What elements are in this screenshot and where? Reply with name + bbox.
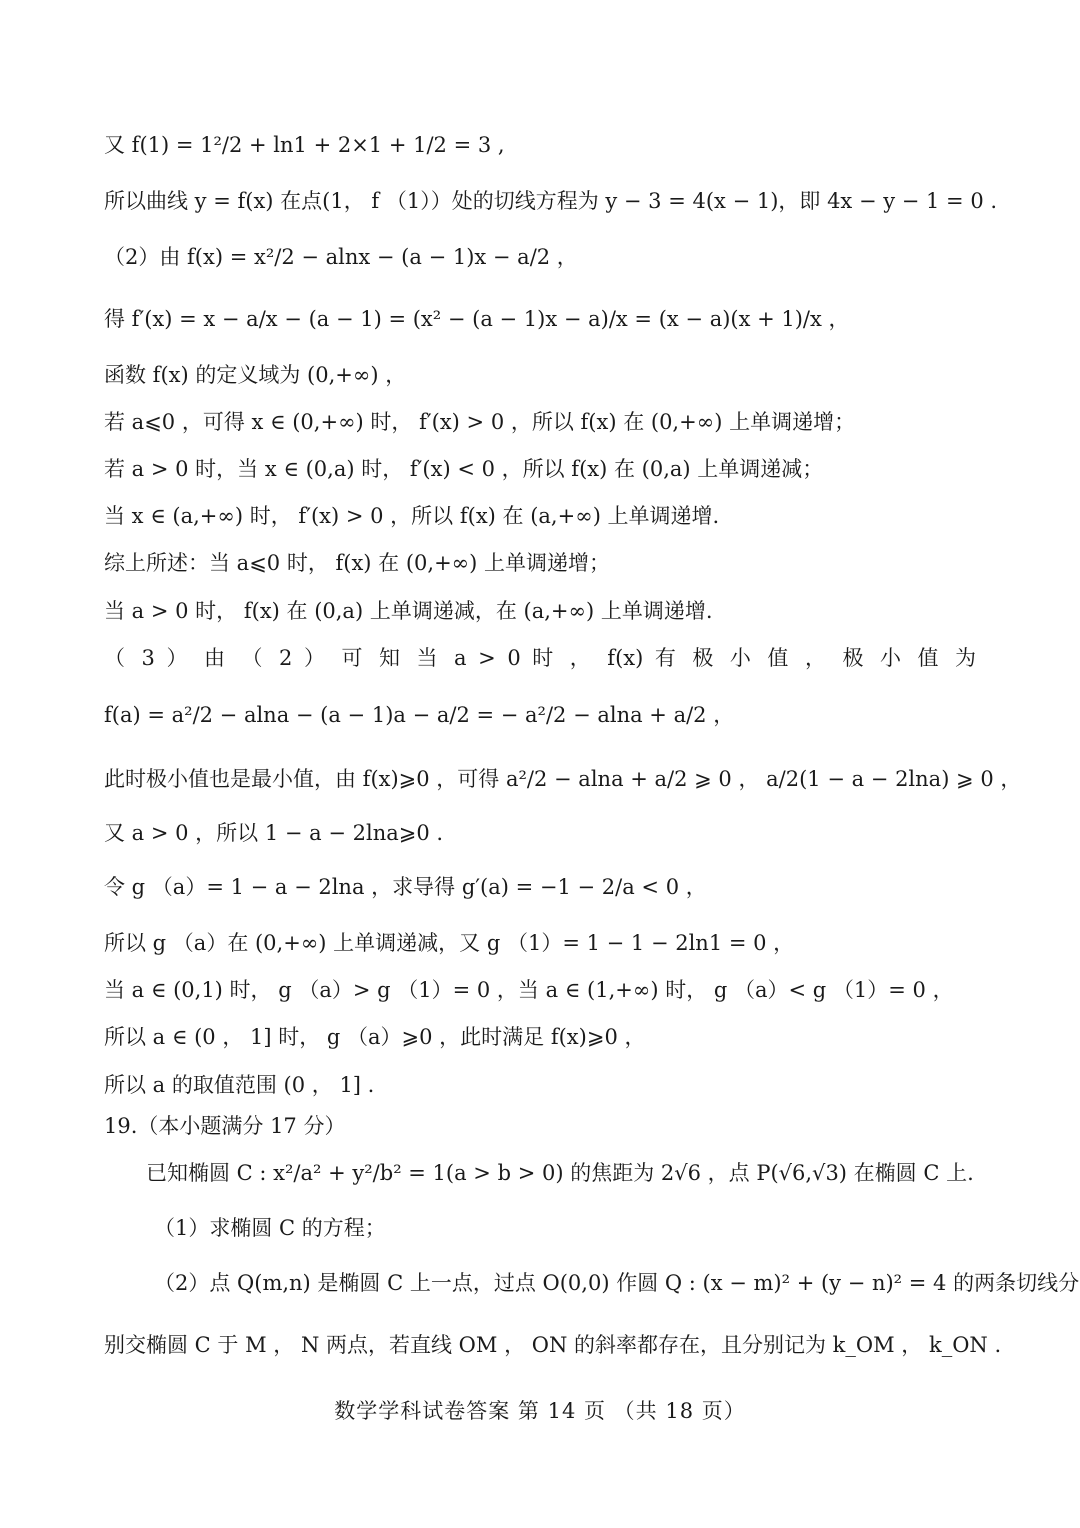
text-line: 已知椭圆 C : x²/a² + y²/b² = 1(a > b > 0) 的焦距为 2√6 ，点 P(√6,√3) 在椭圆 C 上. bbox=[146, 1161, 974, 1185]
text-line: 令 g （a）= 1 − a − 2lna ，求导得 g′(a) = −1 − 2/a < 0 ， bbox=[104, 875, 707, 899]
text-line: 所以 a 的取值范围 (0 ， 1] . bbox=[104, 1073, 375, 1097]
text-line: （2）点 Q(m,n) 是椭圆 C 上一点，过点 O(0,0) 作圆 Q : (x − m)² + (y − n)² = 4 的两条切线分 bbox=[154, 1271, 1080, 1295]
text-line: 函数 f(x) 的定义域为 (0,+∞) ， bbox=[104, 363, 407, 387]
text-line: 当 a > 0 时， f(x) 在 (0,a) 上单调递减，在 (a,+∞) 上单调递增. bbox=[104, 599, 713, 623]
page-footer: 数学学科试卷答案 第 14 页 （共 18 页） bbox=[334, 1399, 746, 1423]
text-line: 此时极小值也是最小值，由 f(x)⩾0 ，可得 a²/2 − alna + a/2 ⩾ 0 ， a/2(1 − a − 2lna) ⩾ 0 ， bbox=[104, 767, 1022, 791]
text-line: 又 a > 0 ，所以 1 − a − 2lna⩾0 . bbox=[104, 821, 444, 845]
text-line: f(a) = a²/2 − alna − (a − 1)a − a/2 = − a²/2 − alna + a/2 ， bbox=[104, 703, 735, 727]
text-line: 若 a > 0 时，当 x ∈ (0,a) 时， f′(x) < 0 ，所以 f(x) 在 (0,a) 上单调递减； bbox=[104, 457, 824, 481]
text-line: （ 3 ） 由 （ 2 ） 可 知 当 a > 0 时 ， f(x) 有 极 小 值 ， 极 小 值 为 bbox=[104, 646, 976, 670]
text-line: 所以 a ∈ (0 ， 1] 时， g （a）⩾0 ，此时满足 f(x)⩾0 ， bbox=[104, 1025, 646, 1049]
text-line: 所以 g （a）在 (0,+∞) 上单调递减，又 g （1）= 1 − 1 − 2ln1 = 0 ， bbox=[104, 931, 795, 955]
text-line: 当 a ∈ (0,1) 时， g （a）> g （1）= 0 ，当 a ∈ (1,+∞) 时， g （a）< g （1）= 0 ， bbox=[104, 978, 954, 1002]
problem-heading: 19.（本小题满分 17 分） bbox=[104, 1114, 346, 1138]
text-line: （1）求椭圆 C 的方程； bbox=[154, 1216, 386, 1240]
text-line: 所以曲线 y = f(x) 在点(1， f （1））处的切线方程为 y − 3 = 4(x − 1)，即 4x − y − 1 = 0 . bbox=[104, 189, 998, 213]
text-line: 综上所述：当 a⩽0 时， f(x) 在 (0,+∞) 上单调递增； bbox=[104, 551, 611, 575]
text-line: （2）由 f(x) = x²/2 − alnx − (a − 1)x − a/2 ， bbox=[104, 245, 578, 269]
text-line: 得 f′(x) = x − a/x − (a − 1) = (x² − (a − 1)x − a)/x = (x − a)(x + 1)/x ， bbox=[104, 307, 850, 331]
text-line: 当 x ∈ (a,+∞) 时， f′(x) > 0 ，所以 f(x) 在 (a,+∞) 上单调递增. bbox=[104, 504, 720, 528]
text-line: 若 a⩽0 ，可得 x ∈ (0,+∞) 时， f′(x) > 0 ，所以 f(x) 在 (0,+∞) 上单调递增； bbox=[104, 410, 856, 434]
text-line: 又 f(1) = 1²/2 + ln1 + 2×1 + 1/2 = 3 , bbox=[104, 133, 505, 157]
text-line: 别交椭圆 C 于 M ， N 两点，若直线 OM ， ON 的斜率都存在，且分别记为 k_OM ， k_ON . bbox=[104, 1333, 1002, 1357]
